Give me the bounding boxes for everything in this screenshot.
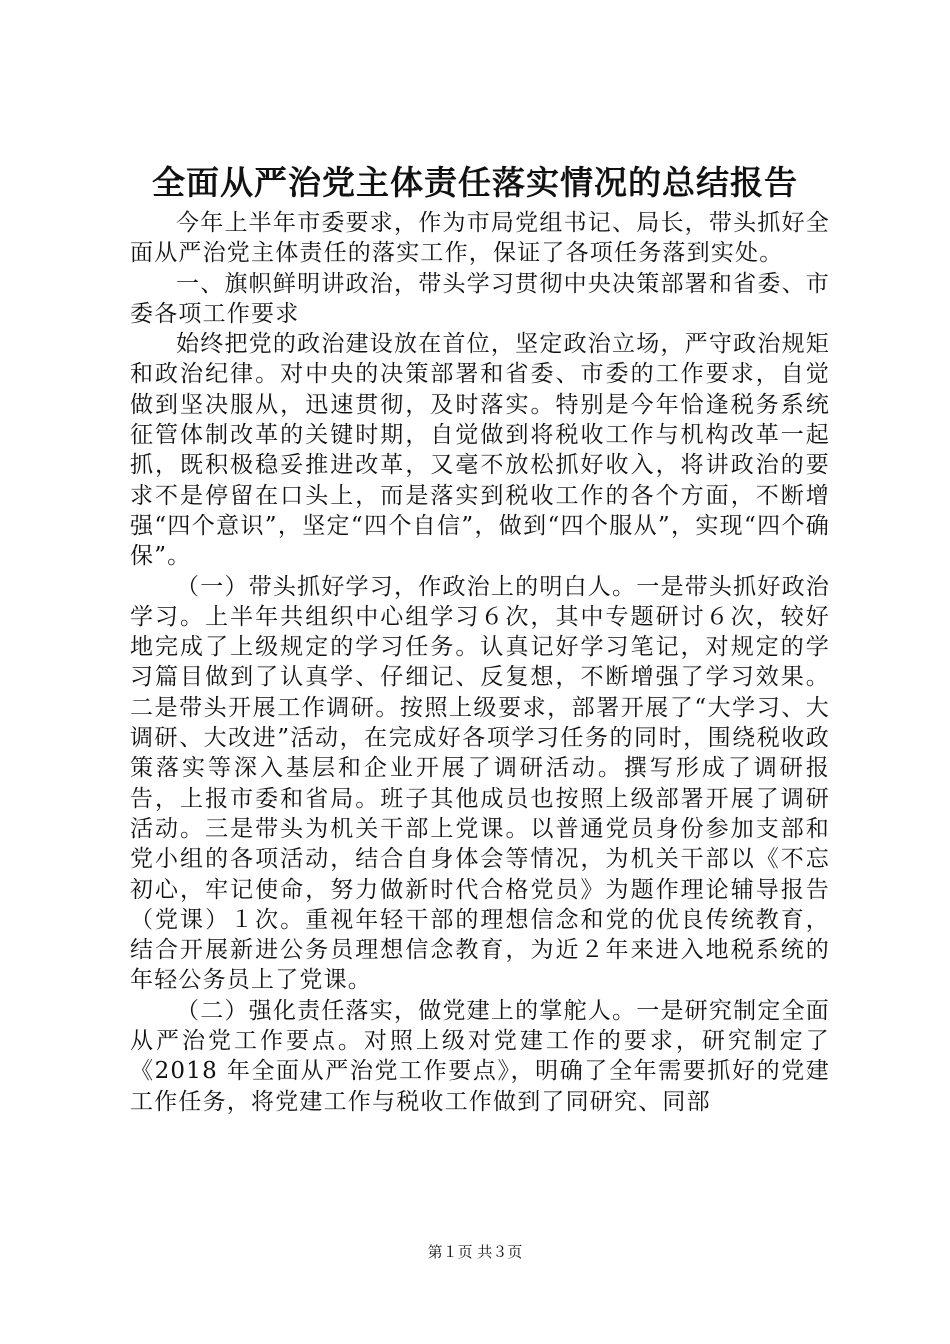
document-body [130, 208, 830, 1117]
paragraph-politics: 始终把党的政治建设放在首位，坚定政治立场，严守政治规矩和政治纪律。对中央的决策部署和省委、市委的工作要求，自觉做到坚决服从，迅速贯彻，及时落实。特别是今年恰逢税务系统征管体制改革的关键时期，自觉做到将税收工作与机构改革一起抓，既积极稳妥推进改革，又毫不放松抓好收入，将讲政治的要求不是停留在口头上，而是落实到税收工作的各个方面，不断增强“四个意识”，坚定“四个自信”，做到“四个服从”，实现“四个确保”。 [130, 331, 830, 570]
paragraph-study: （一）带头抓好学习，作政治上的明白人。一是带头抓好政治学习。上半年共组织中心组学习６次，其中专题研讨６次，较好地完成了上级规定的学习任务。认真记好学习笔记，对规定的学习篇目做到了认真学、仔细记、反复想，不断增强了学习效果。二是带头开展工作调研。按照上级要求，部署开展了“大学习、大调研、大改进”活动，在完成好各项学习任务的同时，围绕税收政策落实等深入基层和企业开展了调研活动。撰写形成了调研报告，上报市委和省局。班子其他成员也按照上级部署开展了调研活动。三是带头为机关干部上党课。以普通党员身份参加支部和党小组的各项活动，结合自身体会等情况，为机关干部以《不忘初心，牢记使命，努力做新时代合格党员》为题作理论辅导报告（党课）１次。重视年轻干部的理想信念和党的优良传统教育，结合开展新进公务员理想信念教育，为近２年来进入地税系统的年轻公务员上了党课。 [130, 573, 830, 994]
paragraph-intro: 今年上半年市委要求，作为市局党组书记、局长，带头抓好全面从严治党主体责任的落实工作，保证了各项任务落到实处。 [130, 210, 830, 267]
section-heading-1: 一、旗帜鲜明讲政治，带头学习贯彻中央决策部署和省委、市委各项工作要求 [130, 270, 830, 327]
paragraph-responsibility: （二）强化责任落实，做党建上的掌舵人。一是研究制定全面从严治党工作要点。对照上级对党建工作的要求，研究制定了《2018 年全面从严治党工作要点》，明确了全年需要抓好的党建工作任务，将党建工作与税收工作做到了同研究、同部 [130, 997, 830, 1115]
document-title: 全面从严治党主体责任落实情况的总结报告 [152, 163, 798, 202]
page-footer: 第１页 共３页 [427, 1243, 523, 1261]
